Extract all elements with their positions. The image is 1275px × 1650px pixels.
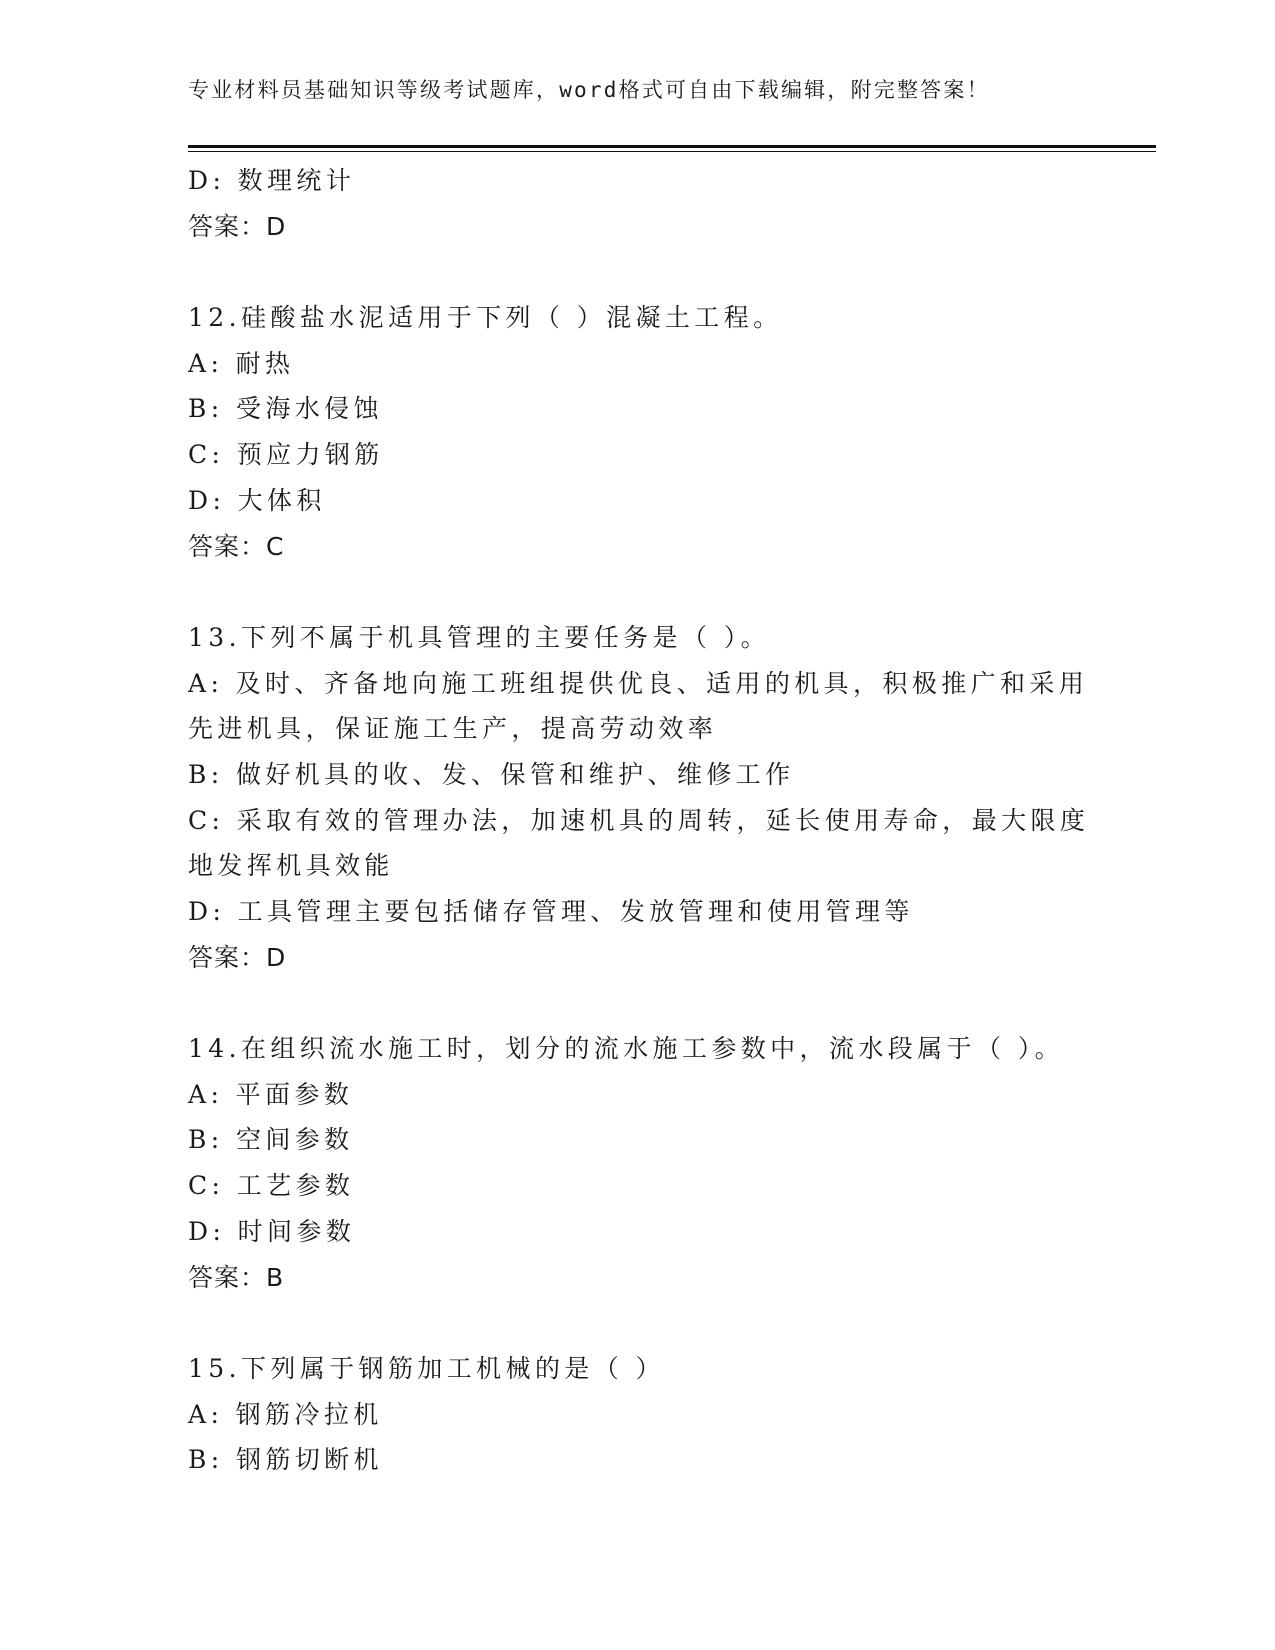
question-14-option-a: A: 平面参数 — [188, 1079, 354, 1109]
question-content — [188, 158, 1088, 1483]
header-rule-thick — [188, 145, 1156, 148]
prev-option-d: D: 数理统计 — [188, 166, 356, 195]
header-rule-thin — [188, 151, 1156, 152]
page-header: 专业材料员基础知识等级考试题库，word格式可自由下载编辑，附完整答案！ — [188, 78, 990, 102]
question-14-answer: 答案：B — [188, 1262, 285, 1292]
question-14-option-c: C: 工艺参数 — [188, 1171, 355, 1201]
question-14-option-b: B: 空间参数 — [188, 1125, 354, 1155]
question-14-option-d: D: 时间参数 — [188, 1216, 356, 1246]
question-13-option-a-cont: 先进机具，保证施工生产，提高劳动效率 — [188, 714, 718, 744]
spacer — [188, 249, 1088, 295]
spacer — [188, 569, 1088, 615]
question-13-stem: 13.下列不属于机具管理的主要任务是（ ）。 — [188, 622, 771, 652]
question-13-answer: 答案：D — [188, 942, 287, 972]
question-13-option-d: D: 工具管理主要包括储存管理、发放管理和使用管理等 — [188, 897, 914, 926]
question-13-option-c: C: 采取有效的管理办法，加速机具的周转，延长使用寿命，最大限度 — [188, 805, 1090, 835]
spacer — [188, 1300, 1088, 1346]
question-15-option-b: B: 钢筋切断机 — [188, 1445, 383, 1475]
question-12-option-d: D: 大体积 — [188, 485, 326, 515]
question-12-stem: 12.硅酸盐水泥适用于下列（ ）混凝土工程。 — [188, 303, 783, 333]
prev-answer: 答案：D — [188, 211, 287, 241]
spacer — [188, 980, 1088, 1026]
question-12-option-c: C: 预应力钢筋 — [188, 440, 384, 470]
question-12-option-a: A: 耐热 — [188, 348, 295, 378]
question-12-answer: 答案：C — [188, 531, 285, 561]
question-15-option-a: A: 钢筋冷拉机 — [188, 1399, 383, 1429]
question-15-stem: 15.下列属于钢筋加工机械的是（ ） — [188, 1353, 665, 1383]
question-13-option-c-cont: 地发挥机具效能 — [188, 851, 394, 881]
question-14-stem: 14.在组织流水施工时，划分的流水施工参数中，流水段属于（ ）。 — [188, 1034, 1065, 1064]
question-13-option-b: B: 做好机具的收、发、保管和维护、维修工作 — [188, 759, 795, 789]
question-12-option-b: B: 受海水侵蚀 — [188, 394, 383, 424]
question-13-option-a: A: 及时、齐备地向施工班组提供优良、适用的机具，积极推广和采用 — [188, 668, 1089, 698]
